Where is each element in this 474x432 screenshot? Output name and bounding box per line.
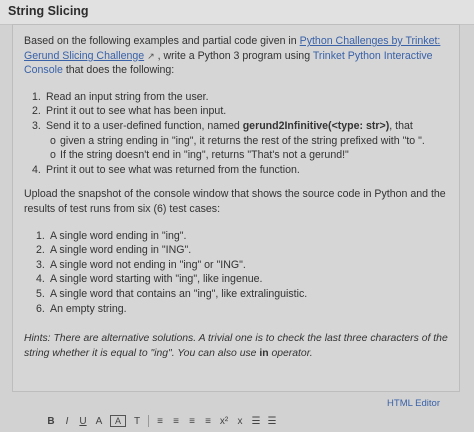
bullet-list-button[interactable]: ☰: [251, 415, 261, 427]
sub-bullet-text: given a string ending in "ing", it returns the rest of the string prefixed with "to ".: [60, 134, 425, 147]
list-item: [36, 287, 456, 302]
subscript-button[interactable]: x: [237, 415, 243, 427]
intro-paragraph: [24, 34, 456, 78]
list-item: [32, 163, 456, 178]
list-item: [36, 243, 456, 258]
sub-bullet-item: [32, 134, 456, 149]
trinket-challenge-link[interactable]: Python Challenges by Trinket: Gerund Slicing Challenge: [24, 35, 441, 62]
list-item: [36, 258, 456, 273]
step-number: 3.: [32, 119, 41, 132]
bold-button[interactable]: B: [47, 415, 55, 427]
test-cases-list: [36, 229, 456, 317]
font-color-button[interactable]: A: [95, 415, 103, 427]
clear-format-button[interactable]: T: [133, 415, 141, 427]
title-bar: [0, 0, 474, 25]
align-left-icon[interactable]: ≡: [157, 415, 163, 427]
toolbar-divider: [148, 415, 149, 427]
step-text-end: , that: [389, 119, 413, 132]
background-color-button[interactable]: A: [110, 415, 126, 427]
align-right-icon[interactable]: ≡: [189, 415, 195, 427]
intro-text-1: Based on the following examples and partial code given in: [24, 35, 300, 47]
page-title: String Slicing: [8, 4, 89, 18]
list-item: [32, 119, 456, 163]
hint-bold-keyword: in: [259, 347, 269, 359]
hint-paragraph: [24, 332, 456, 361]
sub-bullet-item: [32, 148, 456, 163]
test-text: An empty string.: [50, 302, 127, 315]
underline-button[interactable]: U: [79, 415, 87, 427]
intro-text-3: that does the following:: [62, 64, 175, 77]
test-number: 1.: [36, 229, 45, 242]
step-text: Read an input string from the user.: [46, 90, 209, 103]
italic-button[interactable]: I: [65, 415, 69, 427]
step-number: 1.: [32, 90, 41, 103]
list-item: [36, 302, 456, 317]
test-number: 5.: [36, 287, 45, 300]
function-name: gerund2Infinitive(<type: str>): [242, 119, 390, 132]
bullet-icon: o: [50, 149, 56, 162]
sub-bullet-list: [32, 134, 456, 163]
test-number: 3.: [36, 258, 45, 271]
test-number: 2.: [36, 244, 45, 257]
hint-text-end: operator.: [268, 347, 313, 359]
step-text: Send it to a user-defined function, named: [46, 119, 243, 132]
test-text: A single word ending in "ING".: [50, 244, 192, 257]
test-text: A single word that contains an "ing", like extralinguistic.: [50, 287, 308, 300]
editor-toolbar: [0, 410, 474, 432]
step-text: Print it out to see what was returned from the function.: [46, 163, 300, 176]
bullet-icon: o: [50, 134, 56, 147]
html-editor-link[interactable]: HTML Editor: [387, 398, 440, 409]
trinket-console-link[interactable]: Trinket Python Interactive Console: [24, 49, 433, 77]
list-item: [36, 272, 456, 287]
list-item: [36, 229, 456, 244]
steps-list: [32, 90, 456, 178]
test-text: A single word not ending in "ing" or "ING".: [50, 258, 246, 271]
sub-bullet-text: If the string doesn't end in "ing", returns "That's not a gerund!": [60, 149, 349, 162]
hint-text: Hints: There are alternative solutions. A trivial one is to check the last three characters of the string whether it is equal to "ing". You can also use: [24, 333, 448, 359]
question-content: [24, 34, 456, 361]
test-text: A single word starting with "ing", like ingenue.: [50, 273, 263, 286]
list-item: [32, 90, 456, 105]
test-text: A single word ending in "ing".: [50, 229, 187, 242]
external-link-icon: ↗: [147, 50, 155, 61]
step-number: 2.: [32, 105, 41, 118]
step-number: 4.: [32, 163, 41, 176]
test-number: 4.: [36, 273, 45, 286]
upload-paragraph: Upload the snapshot of the console window that shows the source code in Python and the results of test runs from six (6) test cases:: [24, 188, 446, 215]
step-text: Print it out to see what has been input.: [46, 105, 227, 118]
numbered-list-button[interactable]: ☰: [267, 415, 277, 427]
intro-text-2: , write a Python 3 program using: [154, 49, 313, 62]
list-item: [32, 104, 456, 119]
align-justify-icon[interactable]: ≡: [205, 415, 211, 427]
test-number: 6.: [36, 302, 45, 315]
superscript-button[interactable]: x²: [219, 415, 229, 427]
align-center-icon[interactable]: ≡: [173, 415, 179, 427]
